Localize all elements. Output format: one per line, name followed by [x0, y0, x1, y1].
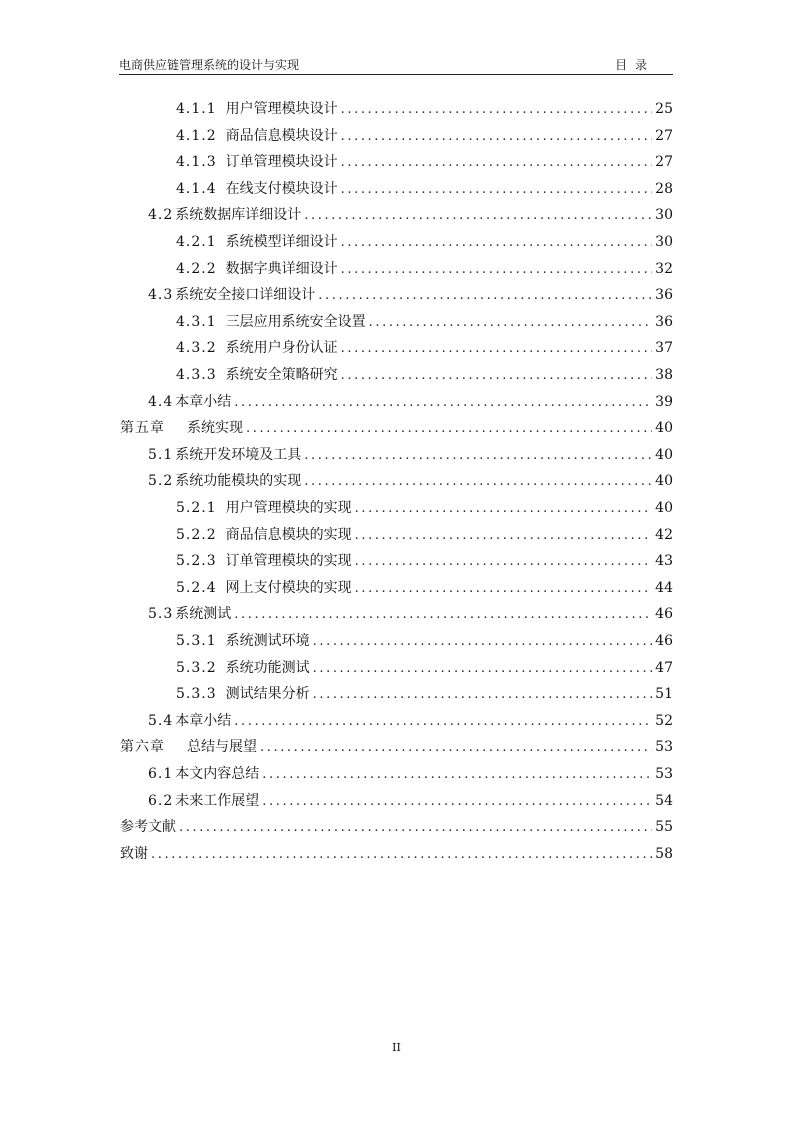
toc-entry[interactable] [176, 232, 673, 252]
toc-entry-number: 4.3.2 [176, 340, 217, 357]
toc-leader-dots [355, 526, 653, 546]
toc-leader-dots [304, 446, 652, 466]
toc-entry-title: 系统功能模块的实现 [175, 473, 302, 490]
toc-entry-number: 4.2 [148, 207, 174, 224]
toc-leader-dots [304, 206, 652, 226]
toc-entry-title: 系统安全接口详细设计 [175, 287, 316, 304]
toc-leader-dots [313, 632, 653, 652]
toc-leader-dots [179, 818, 652, 838]
toc-leader-dots [234, 712, 652, 732]
toc-leader-dots [313, 685, 653, 705]
toc-leader-dots [262, 765, 652, 785]
toc-entry-page: 32 [655, 260, 673, 277]
toc-entry-number: 5.1 [148, 446, 174, 463]
toc-entry-title: 订单管理模块设计 [225, 154, 338, 171]
toc-leader-dots [151, 845, 652, 865]
toc-entry-number: 4.1.4 [176, 180, 217, 197]
toc-entry[interactable] [148, 604, 673, 624]
toc-entry-number: 5.2 [148, 473, 174, 490]
toc-entry-title: 系统开发环境及工具 [175, 446, 302, 463]
toc-entry-number: 4.2.2 [176, 260, 217, 277]
toc-entry-number: 5.3.1 [176, 633, 217, 649]
toc-entry-page: 46 [655, 633, 673, 649]
toc-entry[interactable] [176, 658, 673, 678]
toc-leader-dots [234, 393, 652, 413]
toc-entry-page: 44 [655, 579, 673, 596]
toc-entry-page: 40 [655, 446, 673, 463]
toc-entry-page: 54 [655, 792, 673, 809]
toc-entry-page: 36 [655, 287, 673, 304]
toc-leader-dots [355, 579, 653, 599]
toc-leader-dots [304, 472, 652, 492]
toc-entry-title: 系统测试 [175, 606, 232, 623]
toc-entry-page: 55 [655, 819, 673, 836]
toc-entry[interactable] [148, 205, 673, 225]
toc-entry-page: 47 [655, 659, 673, 676]
toc-entry-number: 5.2.4 [176, 579, 217, 596]
toc-leader-dots [369, 313, 653, 333]
toc-entry-title: 本章小结 [175, 393, 232, 410]
toc-entry[interactable] [148, 445, 673, 465]
toc-entry[interactable] [176, 259, 673, 279]
toc-entry[interactable] [176, 179, 673, 199]
toc-entry-title: 本章小结 [175, 712, 232, 729]
toc-entry-page: 30 [655, 234, 673, 250]
toc-leader-dots [341, 366, 653, 386]
toc-entry[interactable] [176, 152, 673, 172]
toc-entry-number: 6.2 [148, 792, 174, 809]
toc-entry[interactable] [176, 525, 673, 545]
toc-entry[interactable] [148, 764, 673, 784]
toc-entry-title: 系统功能测试 [225, 659, 310, 676]
toc-entry-page: 53 [655, 739, 673, 756]
toc-entry-title: 订单管理模块的实现 [225, 553, 352, 570]
toc-leader-dots [341, 260, 653, 280]
toc-entry-page: 27 [655, 127, 673, 144]
toc-entry-title: 参考文献 [120, 819, 176, 836]
toc-entry[interactable] [176, 498, 673, 518]
toc-entry-number: 4.1.2 [176, 127, 217, 144]
toc-entry-number: 5.2.1 [176, 500, 217, 516]
toc-entry-page: 27 [655, 154, 673, 171]
toc-entry-title: 系统模型详细设计 [225, 234, 338, 250]
toc-entry-title: 数据字典详细设计 [225, 260, 338, 277]
toc-entry-number: 第六章 [120, 739, 165, 756]
toc-entry[interactable] [148, 791, 673, 811]
toc-leader-dots [355, 552, 653, 572]
toc-entry[interactable] [176, 551, 673, 571]
toc-entry-number: 5.2.2 [176, 526, 217, 543]
toc-entry-page: 51 [655, 686, 673, 703]
toc-entry[interactable] [176, 99, 673, 119]
toc-entry[interactable] [176, 365, 673, 385]
toc-entry[interactable] [176, 126, 673, 146]
toc-entry[interactable] [120, 844, 673, 864]
toc-entry[interactable] [120, 817, 673, 837]
toc-entry-page: 25 [655, 101, 673, 117]
toc-entry-page: 40 [655, 473, 673, 490]
toc-leader-dots [262, 792, 652, 812]
toc-entry-number: 4.3.3 [176, 367, 217, 383]
toc-entry-page: 46 [655, 606, 673, 623]
toc-entry-number: 5.2.3 [176, 553, 217, 570]
toc-entry-number: 4.1.3 [176, 154, 217, 171]
toc-leader-dots [341, 233, 653, 253]
header-doc-title: 电商供应链管理系统的设计与实现 [119, 58, 300, 72]
toc-entry-page: 36 [655, 313, 673, 330]
toc-entry-number: 5.3.3 [176, 686, 217, 703]
toc-entry-title: 系统用户身份认证 [225, 340, 338, 357]
toc-leader-dots [355, 499, 653, 519]
toc-entry-page: 52 [655, 712, 673, 729]
toc-leader-dots [246, 419, 652, 439]
toc-entry-number: 6.1 [148, 766, 174, 782]
toc-entry-title: 未来工作展望 [175, 792, 260, 809]
running-header [119, 56, 673, 75]
toc-entry-title: 系统安全策略研究 [225, 367, 338, 383]
toc-entry-page: 53 [655, 766, 673, 782]
toc-entry[interactable] [148, 471, 673, 491]
toc-entry-number: 4.3 [148, 287, 174, 304]
toc-leader-dots [341, 339, 653, 359]
toc-entry[interactable] [176, 684, 673, 704]
toc-entry-number: 4.1.1 [176, 101, 217, 117]
toc-entry-page: 30 [655, 207, 673, 224]
toc-entry-page: 39 [655, 393, 673, 410]
toc-entry[interactable] [148, 285, 673, 305]
toc-entry-title: 本文内容总结 [175, 766, 260, 782]
toc-entry-page: 37 [655, 340, 673, 357]
toc-leader-dots [341, 127, 653, 147]
toc-entry-number: 5.3 [148, 606, 174, 623]
toc-entry-number: 第五章 [120, 420, 165, 437]
toc-leader-dots [234, 605, 652, 625]
toc-entry[interactable] [176, 312, 673, 332]
toc-entry-title: 商品信息模块设计 [225, 127, 338, 144]
toc-entry[interactable] [176, 578, 673, 598]
toc-leader-dots [341, 153, 653, 173]
toc-entry-title: 系统测试环境 [225, 633, 310, 649]
toc-entry-page: 40 [655, 420, 673, 437]
toc-leader-dots [341, 180, 653, 200]
toc-entry-title: 用户管理模块设计 [225, 101, 338, 117]
toc-entry-title: 致谢 [120, 845, 148, 862]
toc-entry-number: 5.4 [148, 712, 174, 729]
toc-leader-dots [341, 100, 653, 120]
toc-leader-dots [260, 738, 652, 758]
toc-entry[interactable] [120, 737, 673, 757]
toc-entry[interactable] [176, 631, 673, 651]
toc-entry-title: 测试结果分析 [225, 686, 310, 703]
toc-entry-title: 商品信息模块的实现 [225, 526, 352, 543]
toc-entry[interactable] [176, 338, 673, 358]
toc-entry-page: 28 [655, 180, 673, 197]
toc-entry-page: 42 [655, 526, 673, 543]
toc-entry[interactable] [148, 711, 673, 731]
toc-entry-number: 5.3.2 [176, 659, 217, 676]
toc-entry-title: 三层应用系统安全设置 [225, 313, 366, 330]
toc-entry-title: 网上支付模块的实现 [225, 579, 352, 596]
toc-entry-title: 系统实现 [187, 420, 243, 437]
toc-entry-number: 4.3.1 [176, 313, 217, 330]
toc-entry-title: 总结与展望 [187, 739, 257, 756]
toc-entry[interactable] [120, 418, 673, 438]
toc-entry-number: 4.4 [148, 393, 174, 410]
toc-entry-page: 40 [655, 500, 673, 516]
toc-leader-dots [313, 659, 653, 679]
toc-entry-page: 58 [655, 845, 673, 862]
header-section-title: 目 录 [615, 58, 649, 72]
toc-entry[interactable] [148, 392, 673, 412]
toc-entry-title: 用户管理模块的实现 [225, 500, 352, 516]
page-number: II [392, 1041, 401, 1054]
toc-entry-number: 4.2.1 [176, 234, 217, 250]
toc-entry-title: 在线支付模块设计 [225, 180, 338, 197]
toc-entry-title: 系统数据库详细设计 [175, 207, 302, 224]
toc-leader-dots [318, 286, 652, 306]
toc-entry-page: 43 [655, 553, 673, 570]
toc-entry-page: 38 [655, 367, 673, 383]
